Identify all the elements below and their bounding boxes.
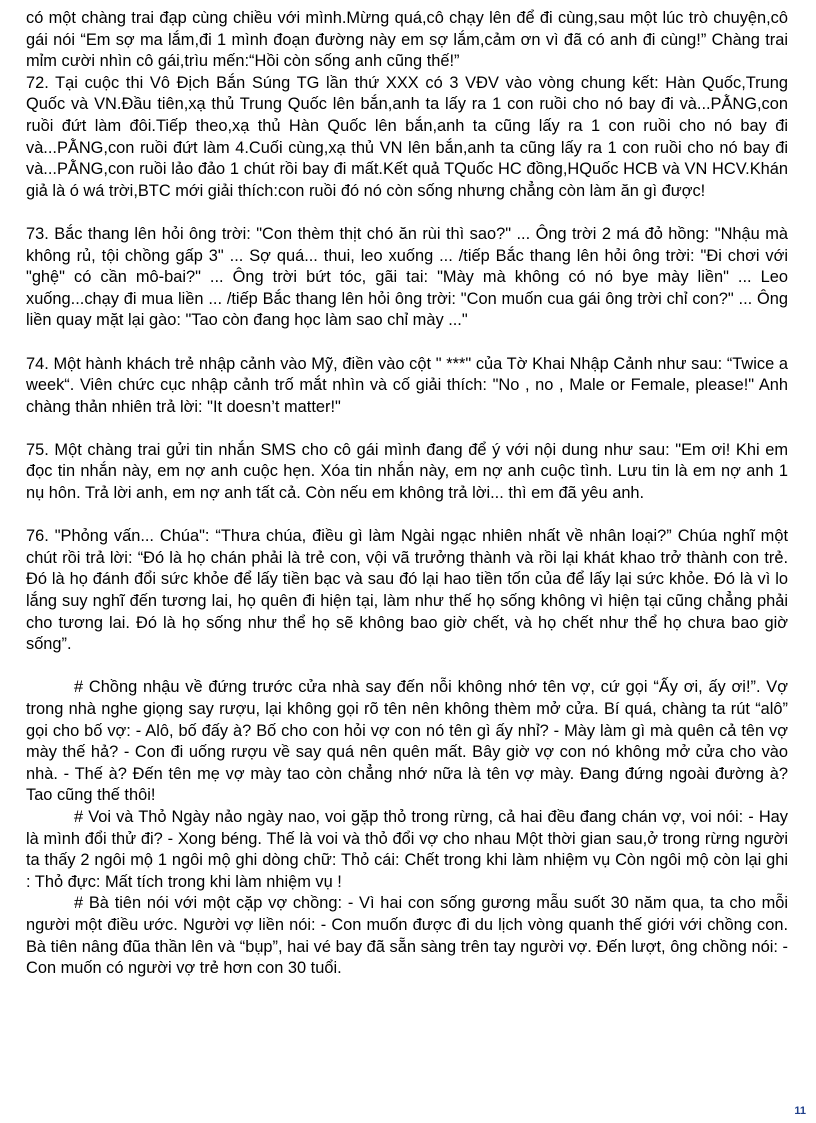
joke-fairy-wish: # Bà tiên nói với một cặp vợ chồng: - Vì hai con sống gương mẫu suốt 30 năm qua, ta cho mỗi người một điều ước. Người vợ liền nói: - Con muốn được đi du lịch vòng quanh thế giới với chồng con. Bà tiên nâng đũa thần lên và “bụp”, hai vé bay đã sẵn sàng trên tay người vợ. Đến lượt, ông chồng nói: - Con muốn có người vợ trẻ hơn con 30 tuổi. — [26, 894, 788, 978]
joke-75: 75. Một chàng trai gửi tin nhắn SMS cho cô gái mình đang để ý với nội dung như sau: "Em ơi! Khi em đọc tin nhắn này, em nợ anh cuộc hẹn. Xóa tin nhắn này, em nợ anh cuộc tình. Lưu tin là em nợ anh 1 nụ hôn. Trả lời anh, em nợ anh tất cả. Còn nếu em không trả lời... thì em đã yêu anh. — [26, 440, 788, 503]
page-number: 11 — [794, 1105, 806, 1117]
joke-74: 74. Một hành khách trẻ nhập cảnh vào Mỹ, điền vào cột " ***" của Tờ Khai Nhập Cảnh như sau: “Twice a week“. Viên chức cục nhập cảnh trố mắt nhìn và cố giải thích: "No , no , Male or Female, please!" Anh chàng thản nhiên trả lời: "It doesn’t matter!" — [26, 354, 788, 416]
joke-72: 72. Tại cuộc thi Vô Địch Bắn Súng TG lần thứ XXX có 3 VĐV vào vòng chung kết: Hàn Quốc,Trung Quốc và VN.Đầu tiên,xạ thủ Trung Quốc lên bắn,anh ta lấy ra 1 con ruồi cho nó bay đi và...PẰNG,con ruồi đứt làm đôi.Tiếp theo,xạ thủ Hàn Quốc lên bắn,anh ta cũng lấy ra 1 con ruồi cho nó bay đi và...PẰNG,con ruồi đứt làm 4.Cuối cùng,xạ thủ VN lên bắn,anh ta cũng lấy ra 1 con ruồi cho nó bay đi và...PẰNG,con ruồi lảo đảo 1 chút rồi bay đi mất.Kết quả TQuốc HC đồng,HQuốc HCB và VN HCV.Khán giả là ó wá trời,BTC mới giải thích:con ruồi đó nó còn sống nhưng chẳng còn làm ăn gì được! — [26, 73, 788, 200]
joke-drunk-husband: # Chồng nhậu về đứng trước cửa nhà say đến nỗi không nhớ tên vợ, cứ gọi “Ấy ơi, ấy ơi!”. Vợ trong nhà nghe giọng say rượu, lại không gọi rõ tên nên không thèm mở cửa. Bí quá, chàng ta rút “alô” gọi cho bố vợ: - Alô, bố đấy à? Bố cho con hỏi vợ con nó tên gì ấy nhỉ? - Mày làm gì mà quên cả tên vợ mày thế hả? - Con đi uống rượu về say quá nên quên mất. Bây giờ vợ con nó không mở cửa cho vào nhà. - Thế à? Đến tên mẹ vợ mày tao còn chẳng nhớ nữa là tên vợ mày. Đang đứng ngoài đường à? Tao cũng thế thôi! — [26, 678, 788, 805]
paragraph-continuation: có một chàng trai đạp cùng chiều với mình.Mừng quá,cô chạy lên để đi cùng,sau một lúc trò chuyện,cô gái nói “Em sợ ma lắm,đi 1 mình đoạn đường này em sợ lắm,cảm ơn vì đã có anh đi cùng!” Chàng trai mỉm cười nhìn cô gái,trìu mến:“Hồi còn sống anh cũng thế!” — [26, 9, 788, 71]
joke-elephant-rabbit: # Voi và Thỏ Ngày nảo ngày nao, voi gặp thỏ trong rừng, cả hai đều đang chán vợ, voi nói: - Hay là mình đổi thử đi? - Xong béng. Thế là voi và thỏ đổi vợ cho nhau Một thời gian sau,ở trong rừng người ta thấy 2 ngôi mộ 1 ngôi mộ ghi dòng chữ: Thỏ cái: Chết trong khi làm nhiệm vụ Còn ngôi mộ còn lại ghi : Thỏ đực: Mất tích trong khi làm nhiệm vụ ! — [26, 807, 788, 891]
joke-76: 76. "Phỏng vấn... Chúa": “Thưa chúa, điều gì làm Ngài ngạc nhiên nhất về nhân loại?” Chúa nghĩ một chút rồi trả lời: “Đó là họ chán phải là trẻ con, vội vã trưởng thành và rồi lại khát khao trở thành con trẻ. Đó là họ đánh đổi sức khỏe để lấy tiền bạc và sau đó lại hao tiền tốn của để lấy lại sức khỏe. Đó là vì lo lắng suy nghĩ đến tương lai, họ quên đi hiện tại, làm như thế họ sống không vì hiện tại cũng chẳng phải cho tương lai. Đó là họ sống như thể họ sẽ không bao giờ chết, và họ chết như thể họ chưa bao giờ sống”. — [26, 527, 788, 654]
joke-73: 73. Bắc thang lên hỏi ông trời: "Con thèm thịt chó ăn rùi thì sao?" ... Ông trời 2 má đỏ hồng: "Nhậu mà không rủ, tội chồng gấp 3" ... Sợ quá... thui, leo xuống ... /tiếp Bắc thang lên hỏi ông trời: "Đi chơi với "ghệ" có cần mô-bai?" ... Ông trời bứt tóc, gãi tai: "Mày mà không có nó bye mày liền" ... Leo xuống...chạy đi mua liền ... /tiếp Bắc thang lên hỏi ông trời: "Con muốn cua gái ông trời chỉ con?" ... Ông liền quay mặt lại gào: "Tao còn đang học làm sao chỉ mày ..." — [26, 224, 788, 330]
document-body — [26, 8, 788, 980]
